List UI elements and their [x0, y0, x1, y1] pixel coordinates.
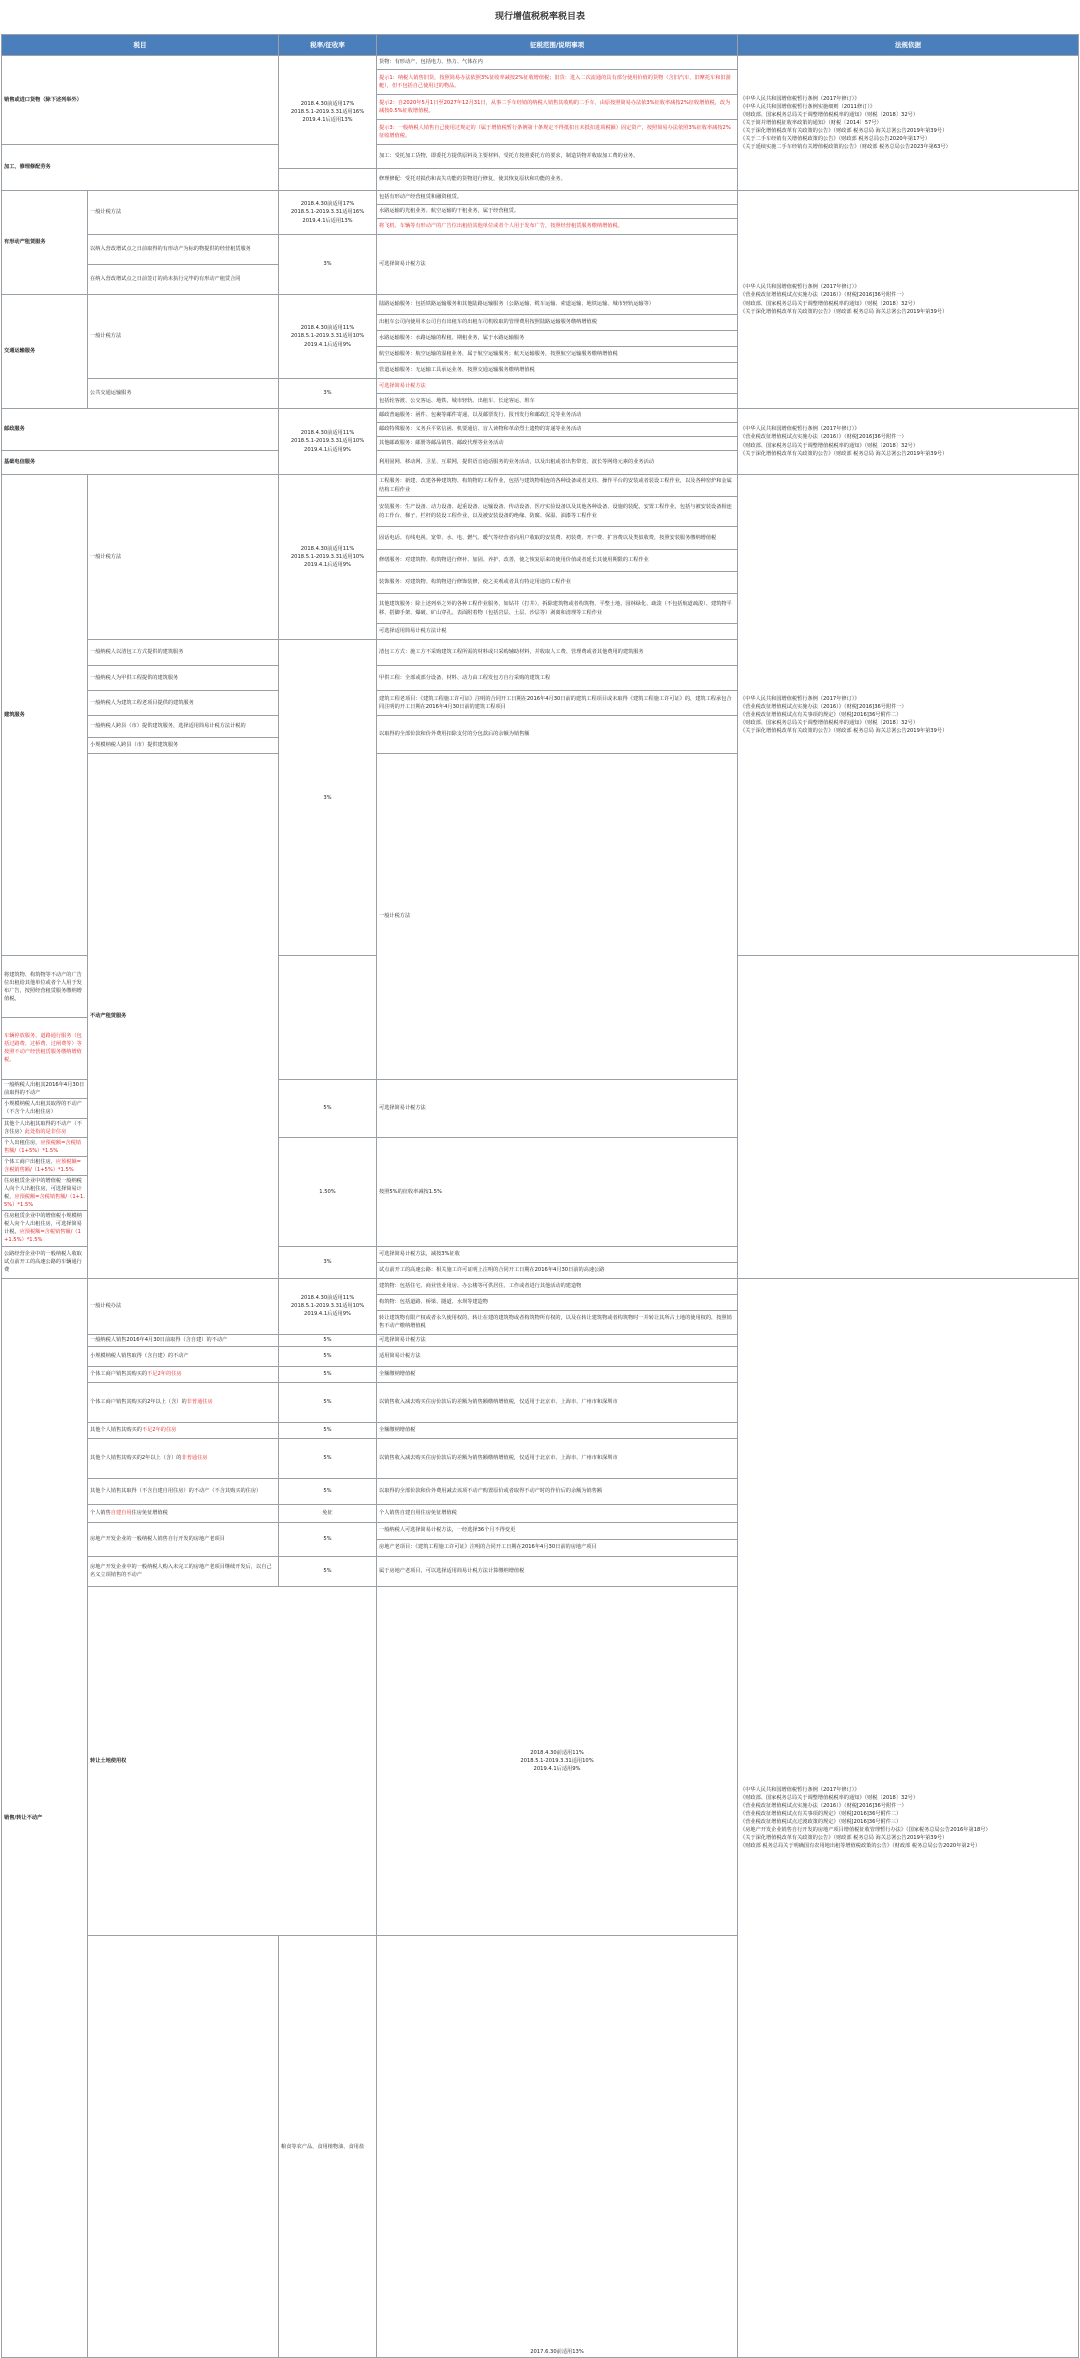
subitem-cell: 其他个人销售其购买的2年以上（含）的非普通住房 [88, 1438, 279, 1478]
rate-cell: 5% [279, 1382, 377, 1422]
scope-cell: 加工：受托加工货物，即委托方提供原料及主要材料，受托方按照委托方的要求，制造货物并收取加工费的业务。 [377, 145, 738, 169]
rate-cell: 2018.4.30前适用11% 2018.5.1-2019.3.31适用10% 2019.4.1后适用9% [377, 1586, 738, 1936]
subitem-cell: 一般纳税人为甲供工程提供的建筑服务 [88, 666, 279, 691]
scope-cell: 可选择简易计税方法，减按3%征收 [377, 1246, 738, 1262]
rate-cell: 2018.4.30前适用11% 2018.5.1-2019.3.31适用10% 2019.4.1后适用9% [279, 409, 377, 475]
scope-cell: 提示2：自2020年5月1日至2027年12月31日，从事二手车经销的纳税人销售其收购的二手车，由原按照简易办法依3%征收率减按2%征收增值税，改为减按0.5%征收增值税。 [377, 95, 738, 120]
rate-cell: 1.50% [279, 1137, 377, 1246]
subitem-cell: 在纳入营改增试点之日前签订的尚未执行完毕的有形动产租赁合同 [88, 265, 279, 295]
subitem-cell: 个体工商户销售其购买的2年以上（含）的非普通住房 [88, 1382, 279, 1422]
basis-cell: 《中华人民共和国增值税暂行条例（2017年修订）》 《营业税改征增值税试点实施办法（2016）》（财税[2016]36号附件一） 《财政部、国家税务总局关于调整增值税税率的通知》（财税〔2018〕32号） 《关于深化增值税改革有关政策的公告》（财政部 税务总局 海关总署公告2019年第39号） [738, 409, 1079, 475]
subitem-cell: 以纳入营改增试点之日前取得的有形动产为标的物提供的经营租赁服务 [88, 235, 279, 265]
rate-cell: 5% [279, 1478, 377, 1504]
scope-cell: 航空运输服务：航空运输的湿租业务，属于航空运输服务；航天运输服务，按照航空运输服务缴纳增值税 [377, 347, 738, 363]
rate-cell: 2018.4.30前适用17% 2018.5.1-2019.3.31适用16% 2019.4.1后适用13% [279, 191, 377, 235]
scope-cell: 其他建筑服务：除上述列举之外的各种工程作业服务，如钻井（打井）、拆除建筑物或者构筑物、平整土地、园林绿化、疏浚（不包括航道疏浚）、建筑物平移、搭脚手架、爆破、矿山穿孔、表面附着物（包括岩层、土层、沙层等）剥离和清理等工程作业 [377, 594, 738, 624]
scope-cell: 以销售收入减去购买住房价款后的差额为销售额缴纳增值税，仅适用于北京市、上海市、广州市和深圳市 [377, 1438, 738, 1478]
scope-cell: 利用固网、移动网、卫星、互联网，提供语音通话服务的业务活动，以及出租或者出售带宽、波长等网络元素的业务活动 [377, 451, 738, 475]
rate-cell: 5% [279, 1079, 377, 1137]
category-land-use: 转让土地使用权 [88, 1586, 377, 1936]
scope-cell: 可选择简易计税方法 [377, 1079, 738, 1137]
scope-cell: 包括轮客渡、公交客运、地铁、城市轻轨、出租车、长途客运、班车 [377, 394, 738, 409]
subitem-cell: 小规模纳税人跨县（市）提供建筑服务 [88, 738, 279, 754]
subitem-cell: 住房租赁企业中的增值税小规模纳税人向个人出租住房，可选择简易计税，应预税额=含税销售额/（1+1.5%）*1.5% [2, 1211, 88, 1246]
subitem-cell: 小规模纳税人出租其取得的不动产（不含个人出租住房） [2, 1098, 88, 1118]
subitem-cell: 房地产开发企业中的一般纳税人购入未完工的房地产老项目继续开发后，以自己名义立项销售的不动产 [88, 1556, 279, 1586]
subitem-cell: 一般纳税人为建筑工程老项目提供的建筑服务 [88, 691, 279, 716]
subitem-cell: 房地产开发企业的一般纳税人销售自行开发的房地产老项目 [88, 1522, 279, 1556]
scope-cell: 以销售收入减去购买住房价款后的差额为销售额缴纳增值税，仅适用于北京市、上海市、广州市和深圳市 [377, 1382, 738, 1422]
rate-cell: 2018.4.30前适用17% 2018.5.1-2019.3.31适用16% 2019.4.1后适用13% [279, 56, 377, 169]
subitem-cell: 一般纳税人以清包工方式提供的建筑服务 [88, 640, 279, 666]
scope-cell: 甲供工程：全部或部分设备、材料、动力由工程发包方自行采购的建筑工程 [377, 666, 738, 691]
rate-cell: 5% [279, 1438, 377, 1478]
scope-cell: 可选择适用简易计税方法计税 [377, 624, 738, 640]
subitem-cell: 一般计税办法 [88, 1278, 279, 1334]
subitem-cell: 一般计税方法 [88, 475, 279, 640]
scope-cell: 修理修配：受托对损伤和丧失功能的货物进行修复，使其恢复原状和功能的业务。 [377, 169, 738, 191]
scope-cell: 车辆停放服务、道路通行服务（包括过路费、过桥费、过闸费等）等按照不动产经营租赁服务缴纳增值税。 [2, 1017, 88, 1079]
scope-cell: 货物：有形动产，包括电力、热力、气体在内 [377, 56, 738, 70]
basis-cell: 《中华人民共和国增值税暂行条例（2017年修订）》 《财政部、国家税务总局关于调整增值税税率的通知》（财税〔2018〕32号） 《营业税改征增值税试点实施办法（2016）》（财税[2016]36号附件一） 《营业税改征增值税试点有关事项的规定》（财税[2016]36号附件二） 《营业税改征增值税试点过渡政策的规定》（财税[2016]36号附件三） 《房地产开发企业销售自行开发的房地产项目增值税征收管理暂行办法》（国家税务总局公告2016年第18号） 《关于深化增值税改革有关政策的公告》（财政部 税务总局 海关总署公告2019年第39号） 《财政部 税务总局关于明确国有农用地出租等增值税政策的公告》（财政部 税务总局公告2020年第2号） [738, 1278, 1079, 2358]
rate-cell: 3% [279, 235, 377, 295]
category-realestate-lease: 不动产租赁服务 [88, 754, 279, 1279]
rate-cell: 3% [279, 1246, 377, 1278]
category-realestate-sale: 销售/转让不动产 [2, 1278, 88, 2358]
basis-cell: 《中华人民共和国增值税暂行条例（2017年修订）》 《中华人民共和国增值税暂行条例实施细则（2011修订）》 《财政部、国家税务总局关于调整增值税税率的通知》（财税〔2018〕32号） 《关于简并增值税征收率政策的通知》（财税〔2014〕57号） 《关于深化增值税改革有关政策的公告》（财政部 税务总局 海关总署公告2019年第39号） 《关于二手车经销有关增值税政策的公告》（财政部 税务总局公告2020年第17号） 《关于延续实施二手车经销有关增值税政策的公告》（财政部 税务总局公告2023年第63号） [738, 56, 1079, 191]
scope-cell: 建筑工程老项目：《建筑工程施工许可证》注明的合同开工日期在2016年4月30日前的建筑工程项目或未取得《建筑工程施工许可证》的，建筑工程承包合同注明的开工日期在2016年4月30日前的建筑工程项目 [377, 691, 738, 716]
scope-cell: 包括有形动产经营租赁和融资租赁。 [377, 191, 738, 205]
tax-rate-table [1, 34, 1079, 2358]
scope-cell: 出租车公司向使用本公司自有出租车的出租车司机收取的管理费用按照陆路运输服务缴纳增值税 [377, 315, 738, 331]
rate-cell: 3% [279, 379, 377, 409]
scope-cell: 试点前开工的高速公路：相关施工许可证明上注明的合同开工日期在2016年4月30日前的高速公路 [377, 1262, 738, 1278]
scope-cell: 可选择简易计税方法 [377, 1334, 738, 1346]
rate-cell: 5% [279, 1522, 377, 1556]
scope-cell: 将飞机、车辆等有形动产的广告位出租给其他单位或者个人用于发布广告，按照经营租赁服务缴纳增值税。 [377, 219, 738, 235]
rate-cell: 5% [279, 1346, 377, 1366]
rate-cell: 2018.4.30前适用11% 2018.5.1-2019.3.31适用10% 2019.4.1后适用9% [279, 475, 377, 640]
category-goods: 销售或进口货物（除下述列举外） [2, 56, 279, 145]
scope-cell: 按照5%的征收率减按1.5% [377, 1137, 738, 1246]
subitem-cell: 公共交通运输服务 [88, 379, 279, 409]
subitem-cell: 个人出租住房，应预税额=含税销售额/（1+5%）*1.5% [2, 1137, 88, 1156]
scope-cell: 固话电话、有线电视、宽带、水、电、燃气、暖气等经营者向用户收取的安装费、初装费、开户费、扩容费以及类似收费，按照安装服务缴纳增值税 [377, 527, 738, 550]
page-title: 现行增值税税率税目表 [494, 12, 585, 22]
subitem-cell: 其他个人销售其取得（不含自建自用住房）的不动产（不含其购买的住房） [88, 1478, 279, 1504]
scope-cell: 全额缴纳增值税 [377, 1422, 738, 1438]
subitem-cell: 一般纳税人销售2016年4月30日前取得（含自建）的不动产 [88, 1334, 279, 1346]
rate-cell: 5% [279, 1422, 377, 1438]
scope-cell: 邮政特殊服务：义务兵平常信函、机要通信、盲人读物和革命烈士遗物的寄递等业务活动 [377, 423, 738, 437]
scope-cell: 转让建筑物有限产权或者永久使用权的，转让在建的建筑物或者构筑物所有权的，以及在转让建筑物或者构筑物时一并转让其所占土地的使用权的，按照销售不动产缴纳增值税 [377, 1310, 738, 1334]
scope-cell: 将建筑物、构筑物等不动产的广告位出租给其他单位或者个人用于发布广告，按照经营租赁服务缴纳增值税。 [2, 956, 88, 1018]
basis-cell: 《中华人民共和国增值税暂行条例（2017年修订）》 《营业税改征增值税试点实施办法（2016）》（财税[2016]36号附件一） 《营业税改征增值税试点有关事项的规定》（财税[2016]36号附件二） 《财政部、国家税务总局关于调整增值税税率的通知》（财税〔2018〕32号） 《关于深化增值税改革有关政策的公告》（财政部 税务总局 海关总署公告2019年第39号） [738, 475, 1079, 956]
subitem-cell: 一般纳税人出租其2016年4月30日前取得的不动产 [2, 1079, 88, 1098]
category-telecom: 基础电信服务 [2, 451, 279, 475]
category-transport: 交通运输服务 [2, 295, 88, 409]
subitem-cell: 一般计税方法 [88, 295, 279, 379]
scope-cell: 水路运输的光租业务、航空运输的干租业务，属于经营租赁。 [377, 205, 738, 219]
subitem-cell: 其他个人出租其取得的不动产（不含住房）此处指的是非住房 [2, 1118, 88, 1137]
subitem-cell: 住房租赁企业中的增值税一般纳税人向个人出租住房，可选择简易计税，应预税额=含税销售额/（1+1.5%）*1.5% [2, 1176, 88, 1211]
basis-cell: 《中华人民共和国增值税暂行条例（2017年修订）》 《营业税改征增值税试点实施办法（2016）》（财税[2016]36号附件一） 《财政部、国家税务总局关于调整增值税税率的通知》（财税〔2018〕32号） 《关于深化增值税改革有关政策的公告》（财政部 税务总局 海关总署公告2019年第39号） [738, 191, 1079, 409]
scope-cell: 水路运输服务：水路运输的程租、期租业务，属于水路运输服务 [377, 331, 738, 347]
subitem-cell: 其他个人销售其购买的不足2年的住房 [88, 1422, 279, 1438]
table-header [2, 35, 1079, 56]
scope-cell: 安装服务：生产设备、动力设备、起重设备、运输设备、传动设备、医疗实验设备以及其他各种设备、设施的装配、安置工程作业，包括与被安装设备相连的工作台、梯子、栏杆的装设工程作业，以及被安装设备的绝缘、防腐、保温、油漆等工程作业 [377, 497, 738, 527]
rate-cell [279, 169, 377, 191]
scope-cell: 以取得的全部价款和价外费用扣除支付的分包款后的余额为销售额 [377, 716, 738, 754]
scope-cell: 可选择简易计税方法 [377, 235, 738, 295]
scope-cell: 构筑物：包括道路、桥梁、隧道、水坝等建造物 [377, 1294, 738, 1310]
header-basis: 法规依据 [738, 35, 1079, 56]
scope-cell: 一般纳税人可选择简易计税方法，一经选择36个月不得变更 [377, 1522, 738, 1539]
header-scope: 征税范围/说明事项 [377, 35, 738, 56]
scope-cell: 可选择简易计税方法 [377, 379, 738, 394]
scope-cell: 全额缴纳增值税 [377, 1366, 738, 1382]
scope-cell: 提示3：一般纳税人销售自己使用过规定的（属于增值税暂行条例第十条规定不得抵扣且未抵扣进项税额）固定资产，按照简易办法依照3%征收率减按2%征收增值税。 [377, 120, 738, 145]
category-postal: 邮政服务 [2, 409, 279, 451]
category-construction: 建筑服务 [2, 475, 88, 956]
scope-cell: 修缮服务：对建筑物、构筑物进行修补、加固、养护、改善，使之恢复原来的使用价值或者延长其使用期限的工程作业 [377, 550, 738, 572]
rate-cell: 2018.4.30前适用11% 2018.5.1-2019.3.31适用10% 2019.4.1后适用9% [279, 295, 377, 379]
rate-cell: 2018.4.30前适用11% 2018.5.1-2019.3.31适用10% 2019.4.1后适用9% [279, 1278, 377, 1334]
scope-cell: 提示1：纳税人销售旧货，按照简易办法依照3%征收率减按2%征收增值税；旧货：进入二次流通的具有部分使用价值的货物（含旧汽车、旧摩托车和旧游艇），但不包括自己使用过的物品。 [377, 70, 738, 95]
rate-cell: 免征 [279, 1504, 377, 1522]
scope-cell: 个人销售自建自用住房免征增值税 [377, 1504, 738, 1522]
scope-cell: 建筑物：包括住宅、商业营业用房、办公楼等可供居住、工作或者进行其他活动的建造物 [377, 1278, 738, 1294]
scope-cell: 管道运输服务：无运输工具承运业务，按照交通运输服务缴纳增值税 [377, 363, 738, 379]
scope-cell: 装饰服务：对建筑物、构筑物进行修饰装修，使之美观或者具有特定用途的工程作业 [377, 572, 738, 594]
rate-cell: 5% [279, 1366, 377, 1382]
subitem-cell: 个体工商户出租住房，应预税额=含税销售额/（1+5%）*1.5% [2, 1156, 88, 1175]
subitem-cell: 一般计税方法 [88, 191, 279, 235]
rate-cell: 2017.6.30前适用13% [377, 1936, 738, 2358]
subitem-cell: 一般计税方法 [377, 754, 738, 1080]
scope-cell: 以取得的全部价款和价外费用减去该项不动产购置原价或者取得不动产时的作价后的余额为销售额 [377, 1478, 738, 1504]
scope-cell: 属于房地产老项目，可以选择适用简易计税方法计算缴纳增值税 [377, 1556, 738, 1586]
scope-cell: 适用简易计税方法 [377, 1346, 738, 1366]
scope-cell: 工程服务：新建、改建各种建筑物、构筑物的工程作业，包括与建筑物相连的各种设备或者支柱、操作平台的安装或者装设工程作业，以及各种窑炉和金属结构工程作业 [377, 475, 738, 497]
scope-cell: 邮政普遍服务：函件、包裹等邮件寄递，以及邮票发行、报刊发行和邮政汇兑等业务活动 [377, 409, 738, 423]
rate-cell: 5% [279, 1556, 377, 1586]
subitem-cell: 一般纳税人跨县（市）提供建筑服务，选择适用简易计税方法计税的 [88, 716, 279, 738]
subitem-cell: 公路经营企业中的一般纳税人收取试点前开工的高速公路的车辆通行费 [2, 1246, 88, 1278]
rate-cell: 5% [279, 1334, 377, 1346]
subitem-cell: 粮食等农产品、食用植物油、食用盐 [279, 1936, 377, 2358]
category-cell [88, 1936, 279, 2358]
scope-cell: 其他邮政服务：邮册等邮品销售、邮政代理等业务活动 [377, 437, 738, 451]
category-processing: 加工、修理修配劳务 [2, 145, 279, 191]
scope-cell: 房地产老项目：《建筑工程施工许可证》注明的合同开工日期在2016年4月30日前的房地产项目 [377, 1539, 738, 1556]
subitem-cell: 小规模纳税人销售取得（含自建）的不动产 [88, 1346, 279, 1366]
category-movable-lease: 有形动产租赁服务 [2, 191, 88, 295]
header-rate: 税率/征收率 [279, 35, 377, 56]
scope-cell: 清包工方式：施工方不采购建筑工程所需的材料或只采购辅助材料，并收取人工费、管理费或者其他费用的建筑服务 [377, 640, 738, 666]
subitem-cell: 个人销售自建自用住房免征增值税 [88, 1504, 279, 1522]
subitem-cell: 个体工商户销售其购买的不足2年的住房 [88, 1366, 279, 1382]
scope-cell: 陆路运输服务：包括铁路运输服务和其他陆路运输服务（公路运输、缆车运输、索道运输、地铁运输、城市轻轨运输等） [377, 295, 738, 315]
rate-cell: 3% [279, 640, 377, 956]
header-item: 税目 [2, 35, 279, 56]
